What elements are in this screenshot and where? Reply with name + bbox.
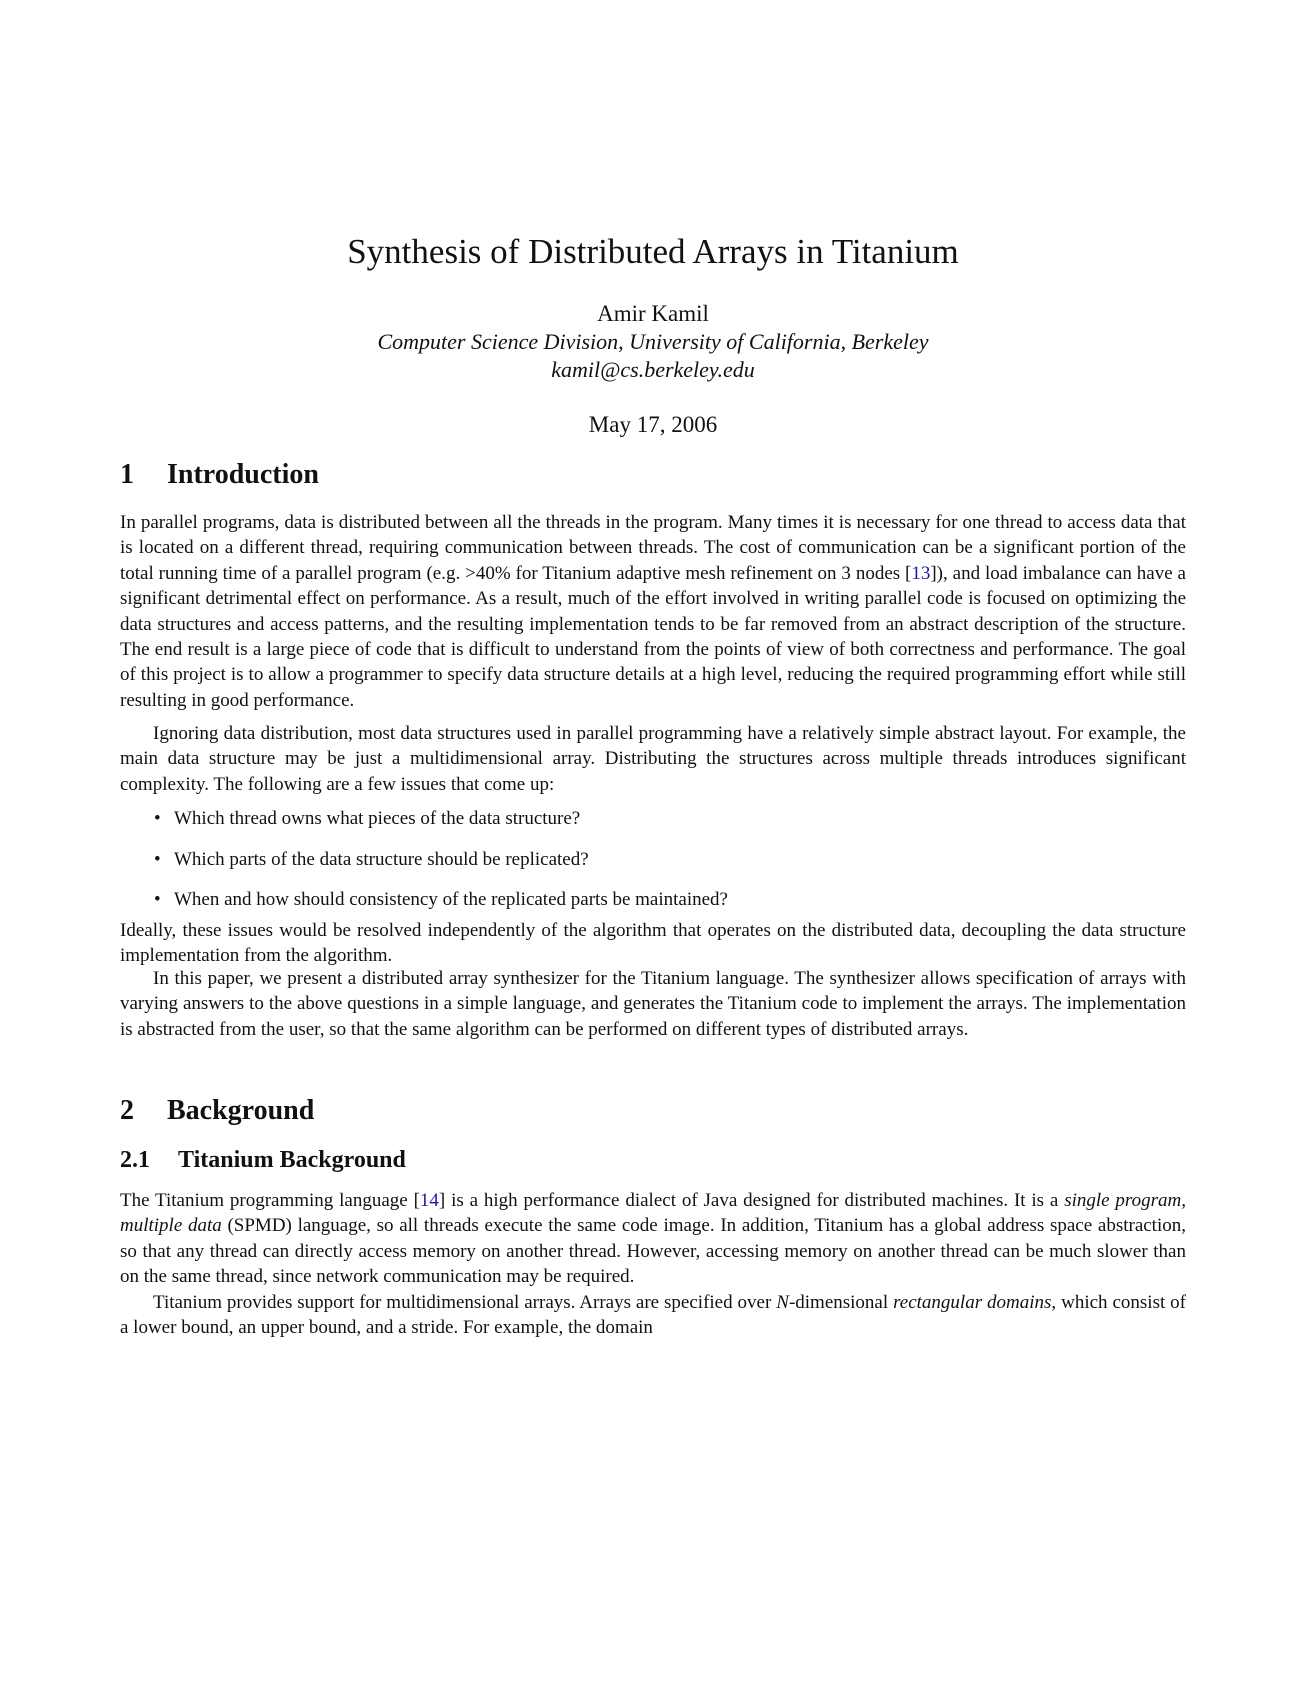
- text-run: ]), and load imbalance can have a significant detrimental effect on performance. As a result, much of the effort involved in writing parallel code is focused on optimizing the data structures and access patterns, and the resulting implementation tends to be far removed from an abstract description of the structure. The end result is a large piece of code that is difficult to understand from the points of view of both correctness and performance. The goal of this project is to allow a programmer to specify data structure details at a high level, reducing the required programming effort while still resulting in good performance.: [120, 562, 1186, 711]
- background-paragraph-2: [120, 1290, 1186, 1341]
- text-run: The Titanium programming language [: [120, 1190, 420, 1211]
- text-run: ] is a high performance dialect of Java designed for distributed machines. It is a: [438, 1190, 1065, 1211]
- section-number: 1: [120, 459, 134, 490]
- intro-paragraph-2: Ignoring data distribution, most data structures used in parallel programming have a relatively simple abstract layout. For example, the main data structure may be just a multidimensional array. Distributing the structures across multiple threads introduces significant complexity. The following are a few issues that come up:: [120, 723, 1186, 795]
- intro-paragraph-3: Ideally, these issues would be resolved independently of the algorithm that operates on the distributed data, decoupling the data structure implementation from the algorithm.: [120, 920, 1186, 967]
- citation-link[interactable]: 14: [419, 1190, 439, 1211]
- citation-link[interactable]: 13: [911, 562, 931, 584]
- intro-paragraph-1: [120, 510, 1186, 713]
- text-run: In parallel programs, data is distributed between all the threads in the program. Many times it is necessary for one thread to access data that is located on a different thread, requiring communication between threads. The cost of communication can be a significant portion of the total running time of a parallel program (e.g. >40% for Titanium adaptive mesh refinement on 3 nodes [: [120, 512, 1186, 584]
- text-run: , which consist of a lower bound, an upper bound, and a stride. For example, the domain: [120, 1292, 1187, 1339]
- section-number: 2: [120, 1095, 134, 1126]
- paper-date: May 17, 2006: [588, 412, 718, 437]
- list-item-text: When and how should consistency of the replicated parts be maintained?: [174, 889, 728, 910]
- list-item-text: Which thread owns what pieces of the data structure?: [174, 808, 581, 829]
- subsection-title: Titanium Background: [178, 1147, 406, 1173]
- subsection-number: 2.1: [120, 1147, 150, 1173]
- emphasis-text: single program, multiple data: [120, 1190, 1186, 1237]
- intro-paragraph-4: In this paper, we present a distributed array synthesizer for the Titanium language. The synthesizer allows specification of arrays with varying answers to the above questions in a simple language, and generates the Titanium code to implement the arrays. The implementation is abstracted from the user, so that the same algorithm can be performed on different types of distributed arrays.: [120, 968, 1186, 1040]
- section-heading-background: [120, 1094, 314, 1128]
- list-item-text: Which parts of the data structure should be replicated?: [174, 848, 589, 870]
- author-name: Amir Kamil: [597, 301, 709, 326]
- author-block: [120, 300, 1186, 384]
- author-email: kamil@cs.berkeley.edu: [551, 357, 755, 382]
- emphasis-text: rectangular domains: [893, 1292, 1052, 1313]
- bullet-icon: •: [154, 808, 161, 829]
- list-item: [120, 806, 1186, 847]
- list-item: [120, 847, 1186, 888]
- bullet-icon: •: [154, 848, 161, 870]
- text-run: (SPMD) language, so all threads execute the same code image. In addition, Titanium has a global address space abstraction, so that any thread can directly access memory on another thread. However, accessing memory on another thread can be much slower than on the same thread, since network communication may be required.: [120, 1215, 1186, 1288]
- text-run: -dimensional: [788, 1292, 894, 1313]
- paper-title: Synthesis of Distributed Arrays in Titanium: [347, 232, 959, 271]
- math-variable: N: [776, 1292, 789, 1313]
- text-run: Titanium provides support for multidimensional arrays. Arrays are specified over: [153, 1292, 777, 1313]
- subsection-heading-titanium-background: [120, 1145, 406, 1175]
- bullet-icon: •: [154, 889, 161, 910]
- background-paragraph-1: [120, 1188, 1186, 1290]
- section-heading-introduction: [120, 458, 319, 492]
- section-title: Introduction: [167, 459, 319, 490]
- issues-list: [120, 806, 1186, 928]
- section-title: Background: [167, 1095, 315, 1126]
- author-affiliation: Computer Science Division, University of California, Berkeley: [377, 329, 929, 354]
